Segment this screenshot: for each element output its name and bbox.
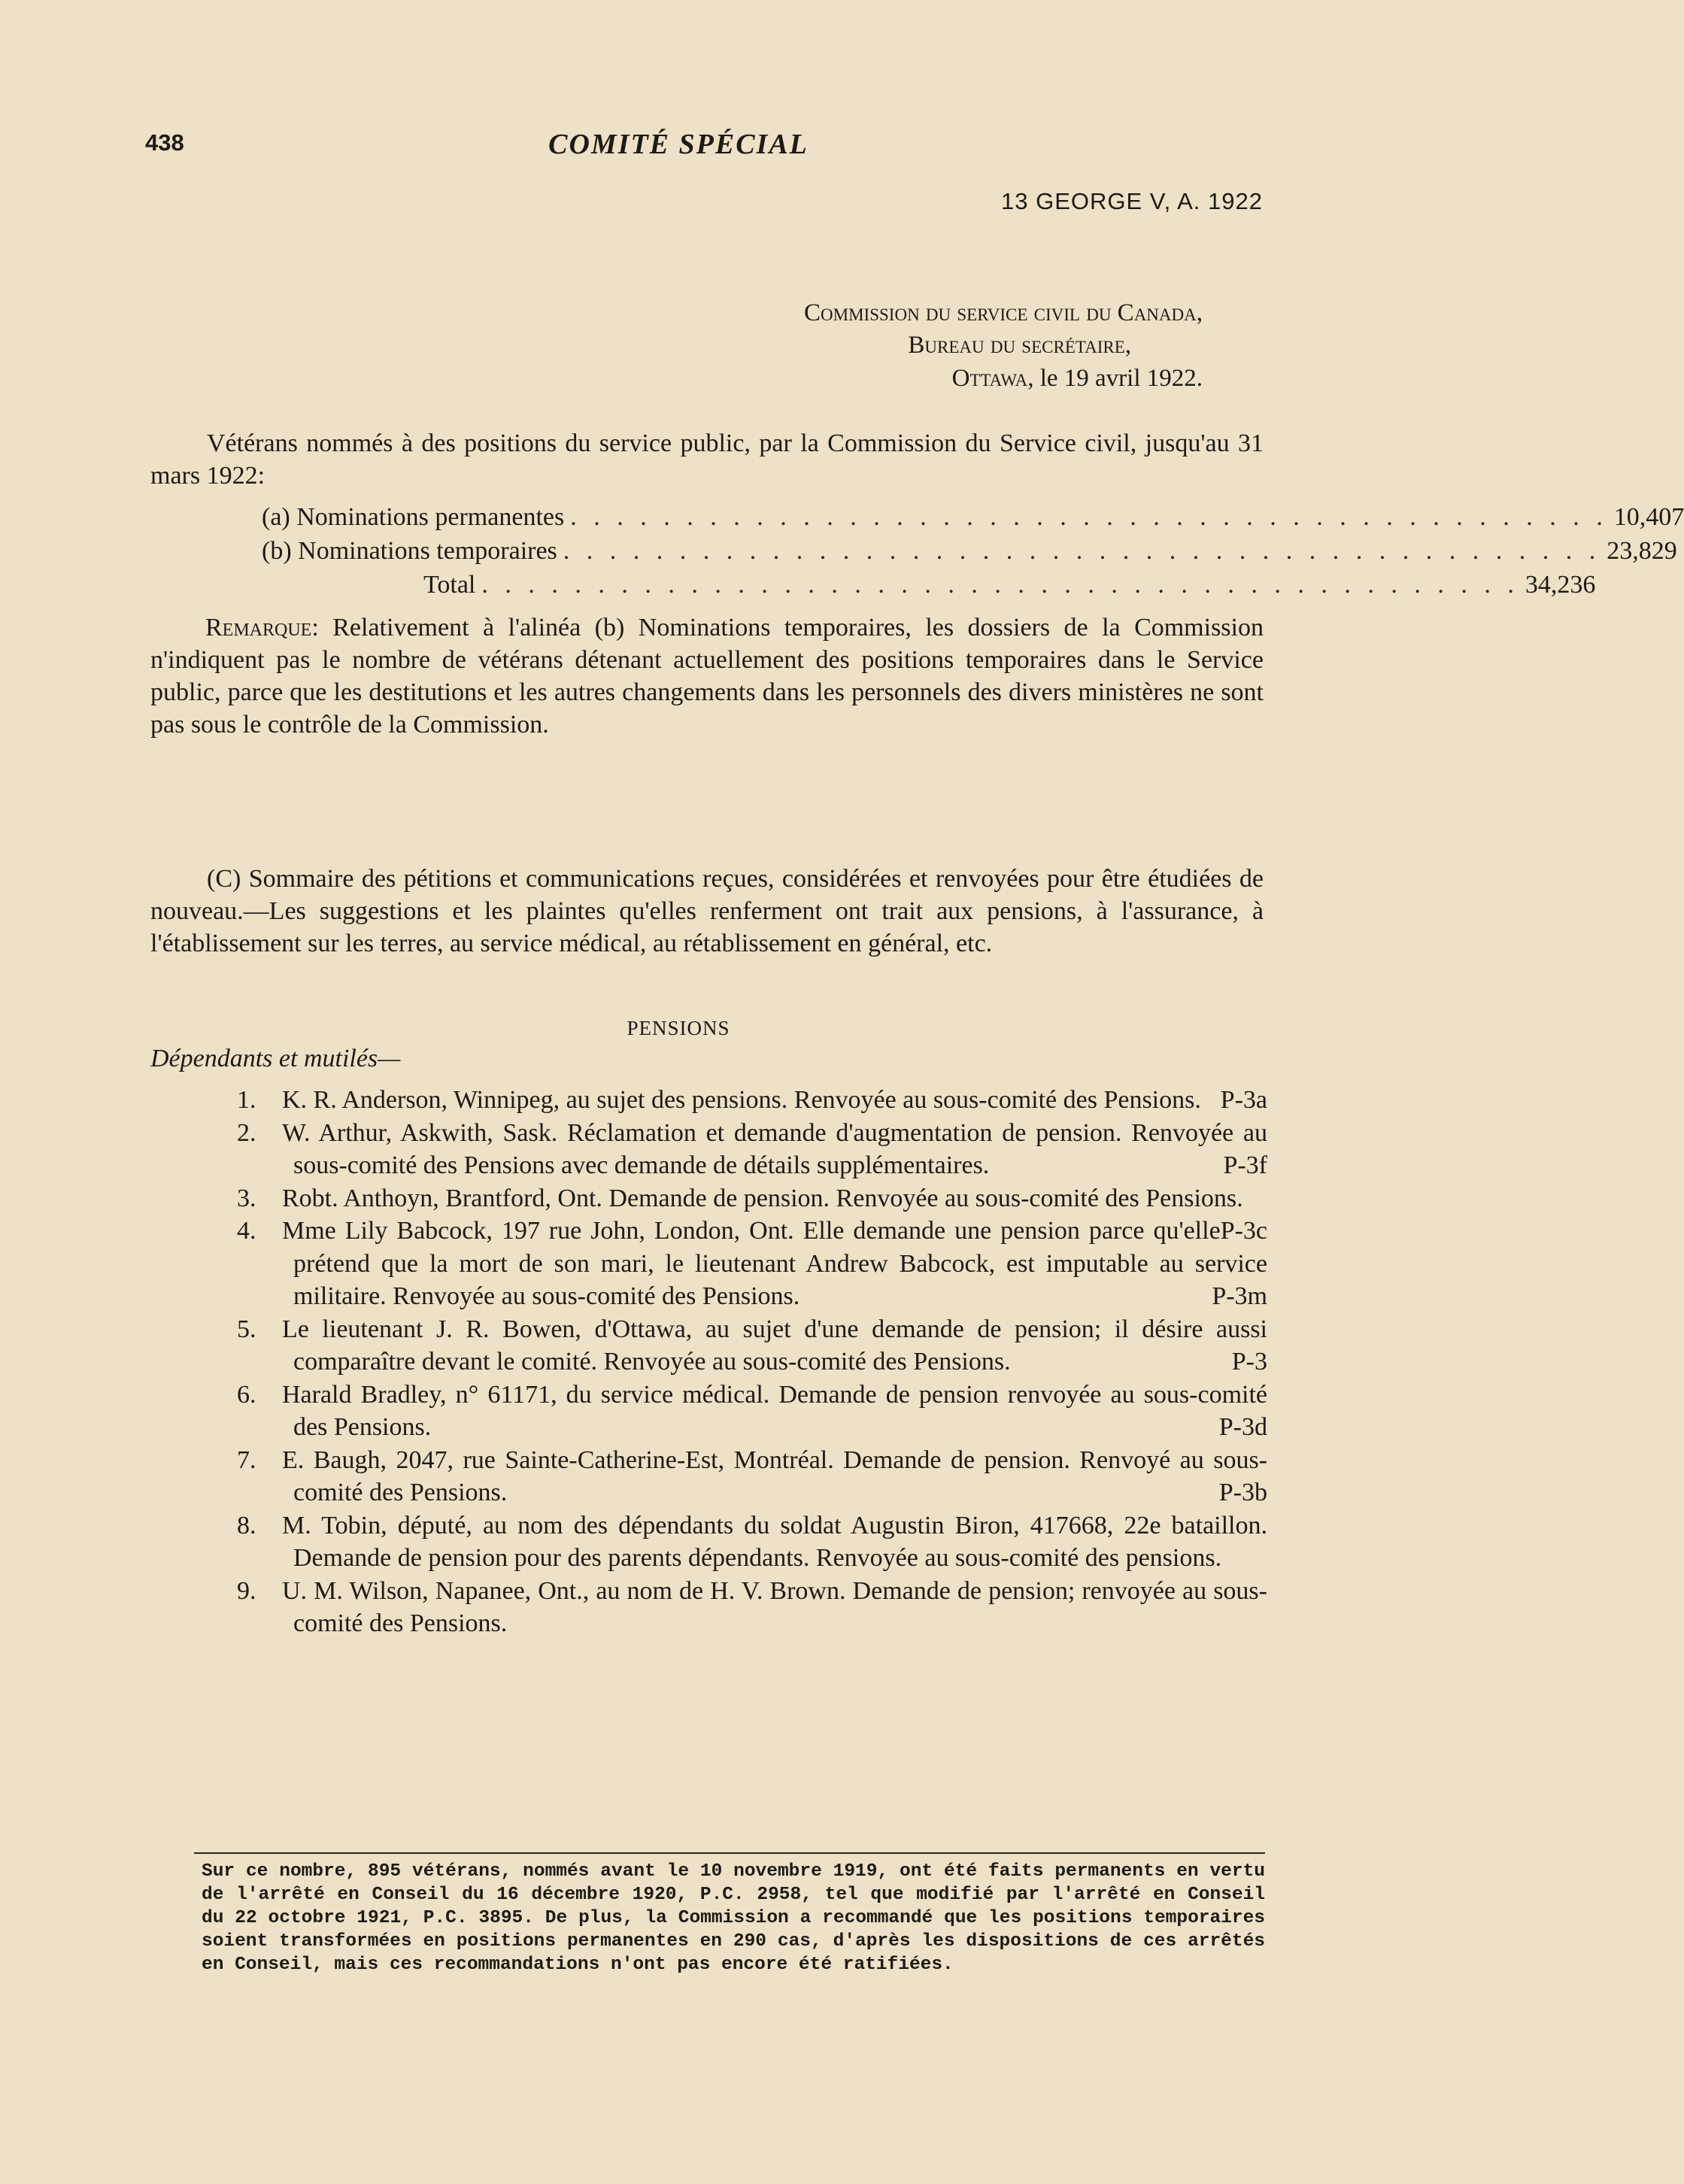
item-code: P-3f [1223,1151,1267,1179]
remark-paragraph [150,611,1264,741]
letterhead-place: Ottawa, [951,365,1034,392]
remark-label: Remarque: [205,614,319,642]
running-head: COMITÉ SPÉCIAL [548,129,809,160]
item-number: 1. [237,1086,256,1114]
session-line: 13 GEORGE V, A. 1922 [1001,188,1263,214]
list-item [150,1575,1267,1640]
item-code: P-3m [1212,1282,1267,1310]
letterhead-date: le 19 avril 1922. [1033,365,1203,392]
summary-paragraph: (C) Sommaire des pétitions et communications reçues, considérées et renvoyées pour être étudiées de nouveau.—Les suggestions et les plaintes qu'elles renferment ont trait aux pensions, à l'assurance, à l'établissement sur les terres, au service médical, au rétablissement en général, etc. [150,865,1264,957]
stat-value: 34,236 [1525,571,1596,599]
stat-row-temporary [262,534,1677,568]
item-number: 8. [237,1511,256,1539]
list-item [150,1182,1267,1245]
list-item [150,1215,1267,1313]
stat-label: (a) Nominations permanentes [262,503,565,531]
dot-leader: . . . . . . . . . . . . . . . . . . . . . . . . . . . . . . . . . . . . . . . . . . . . . [563,537,1601,565]
subsection-title: Dépendants et mutilés— [150,1045,401,1072]
footnote-rule [194,1852,1265,1854]
item-text: Harald Bradley, n° 61171, du service médical. Demande de pension renvoyée au sous-comité des Pensions. [282,1380,1267,1441]
stat-label: (b) Nominations temporaires [262,537,557,565]
dot-leader: . . . . . . . . . . . . . . . . . . . . . . . . . . . . . . . . . . . . . . . . . . . . . [570,503,1608,531]
list-item [150,1509,1267,1575]
item-code: P-3a [1220,1086,1267,1114]
item-code: P-3b [1218,1479,1267,1506]
item-text: E. Baugh, 2047, rue Sainte-Catherine-Est, Montréal. Demande de pension. Renvoyé au sous-comité des Pensions. [282,1445,1267,1506]
intro-paragraph: Vétérans nommés à des positions du service public, par la Commission du Service civil, jusqu'au 31 mars 1922: [150,429,1264,490]
item-text: Mme Lily Babcock, 197 rue John, London, Ont. Elle demande une pension parce qu'elle prétend que la mort de son mari, le lieutenant Andrew Babcock, est imputable au service militaire. Renvoyée au sous-comité des Pensions. [282,1217,1267,1310]
list-item [150,1379,1267,1444]
item-number: 5. [237,1315,256,1343]
stat-row-permanent [262,500,1684,534]
list-item [150,1313,1267,1379]
list-item [150,1444,1267,1509]
item-number: 3. [237,1184,256,1212]
section-title: PENSIONS [627,1017,730,1039]
letterhead-line-1: Commission du service civil du Canada, [804,299,1203,326]
item-text: K. R. Anderson, Winnipeg, au sujet des pensions. Renvoyée au sous-comité des Pensions. [282,1086,1201,1114]
item-number: 9. [237,1576,256,1605]
item-text: M. Tobin, député, au nom des dépendants du soldat Augustin Biron, 417668, 22e bataillon. Demande de pension pour des parents dépendants. Renvoyée au sous-comité des pensions. [282,1511,1267,1572]
item-text: U. M. Wilson, Napanee, Ont., au nom de H. V. Brown. Demande de pension; renvoyée au sous-comité des Pensions. [282,1576,1267,1637]
remark-text: Relativement à l'alinéa (b) Nominations temporaires, les dossiers de la Commission n'indiquent pas le nombre de vétérans détenant actuellement des positions temporaires dans le Service public, parce que les destitutions et les autres changements dans les personnels des divers ministères ne sont pas sous le contrôle de la Commission. [150,614,1264,739]
stat-label: Total [423,571,476,599]
item-code: P-3c [1220,1217,1267,1245]
stat-row-total [262,568,1596,602]
letterhead-date-line [952,365,1203,393]
dot-leader: . . . . . . . . . . . . . . . . . . . . . . . . . . . . . . . . . . . . . . . . . . . . . [481,571,1519,599]
item-code: P-3 [1231,1348,1267,1376]
item-text: W. Arthur, Askwith, Sask. Réclamation et demande d'augmentation de pension. Renvoyée au sous-comité des Pensions avec demande de détails supplémentaires. [282,1118,1267,1179]
item-code: P-3d [1218,1413,1267,1441]
item-text: Le lieutenant J. R. Bowen, d'Ottawa, au sujet d'une demande de pension; il désire aussi comparaître devant le comité. Renvoyée au sous-comité des Pensions. [282,1315,1267,1376]
item-text: Robt. Anthoyn, Brantford, Ont. Demande de pension. Renvoyée au sous-comité des Pensions. [282,1184,1243,1212]
footnote: Sur ce nombre, 895 vétérans, nommés avant le 10 novembre 1919, ont été faits permanents en vertu de l'arrêté en Conseil du 16 décembre 1920, P.C. 2958, tel que modifié par l'arrêté en Conseil du 22 octobre 1921, P.C. 3895. De plus, la Commission a recommandé que les positions temporaires soient transformées en positions permanentes en 290 cas, d'après les dispositions de ces arrêtés en Conseil, mais ces recommandations n'ont pas encore été ratifiées. [202,1861,1265,1975]
item-number: 2. [237,1118,256,1147]
list-item [150,1084,1267,1117]
statistics-table [262,500,1684,602]
stat-value: 23,829 [1607,537,1677,565]
item-number: 4. [237,1217,256,1245]
item-number: 7. [237,1445,256,1474]
letterhead-line-2: Bureau du secrétaire, [908,332,1131,359]
petition-list [150,1084,1267,1640]
list-item [150,1117,1267,1182]
item-number: 6. [237,1380,256,1409]
page-number: 438 [145,129,184,156]
stat-value: 10,407 [1613,503,1684,531]
